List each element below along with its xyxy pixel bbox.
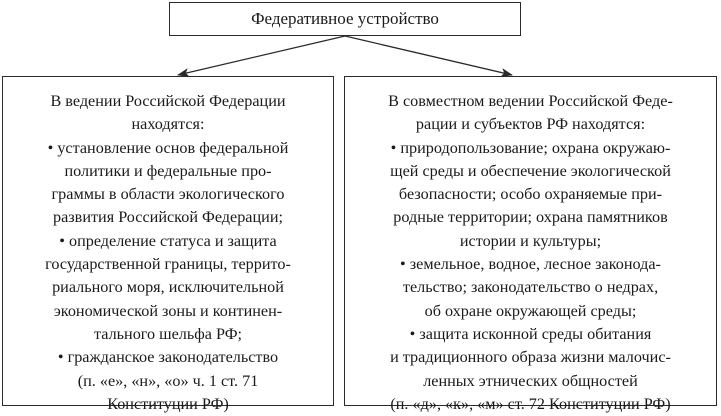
right-line: В совместном ведении Российской Феде- (388, 92, 673, 110)
left-line: (п. «е», «н», «о» ч. 1 ст. 71 (77, 371, 259, 390)
right-line: • защита исконной среды обитания (409, 324, 652, 343)
right-line: • земельное, водное, лесное законода- (400, 255, 661, 274)
federal-structure-title: Федеративное устройство (251, 9, 439, 28)
left-line: экономической зоны и континен- (53, 301, 283, 320)
right-line: • природопользование; охрана окружаю- (390, 138, 671, 157)
federal-structure-box (169, 2, 521, 36)
left-line: государственной границы, террито- (45, 255, 291, 274)
right-line: об охране окружающей среды; (424, 301, 637, 320)
right-line: безопасности; особо охраняемые при- (398, 185, 663, 204)
left-line: политики и федеральные про- (64, 161, 272, 180)
right-line: (п. «д», «к», «м» ст. 72 Конституции РФ) (390, 394, 671, 413)
left-line: тального шельфа РФ; (93, 324, 243, 343)
left-line: риального моря, исключительной (52, 278, 284, 297)
right-line: ленных этнических общностей (423, 371, 638, 390)
right-line: щей среды и обеспечение экологической (390, 161, 671, 180)
left-line: • определение статуса и защита (59, 231, 277, 250)
joint-jurisdiction-text (345, 90, 716, 416)
left-line: В ведении Российской Федерации (50, 92, 286, 110)
left-line: находятся: (131, 115, 205, 134)
left-line: Конституции РФ) (107, 394, 229, 413)
right-line: тельство; законодательство о недрах, (402, 278, 659, 297)
right-line: рации и субъектов РФ находятся: (415, 115, 646, 134)
left-line: • установление основ федеральной (47, 138, 289, 157)
federation-jurisdiction-text (3, 90, 333, 416)
arrow-to-right-box (345, 36, 512, 75)
federation-jurisdiction-box (2, 76, 334, 413)
left-line: развития Российской Федерации; (53, 208, 283, 227)
arrow-to-left-box (178, 36, 345, 75)
right-line: и традиционного образа жизни малочис- (390, 348, 671, 367)
right-line: истории и культуры; (459, 231, 602, 250)
left-line: • гражданское законодательство (57, 348, 279, 367)
left-line: граммы в области экологического (51, 185, 285, 204)
right-line: родные территории; охрана памятников (393, 208, 668, 227)
joint-jurisdiction-box (344, 76, 717, 413)
